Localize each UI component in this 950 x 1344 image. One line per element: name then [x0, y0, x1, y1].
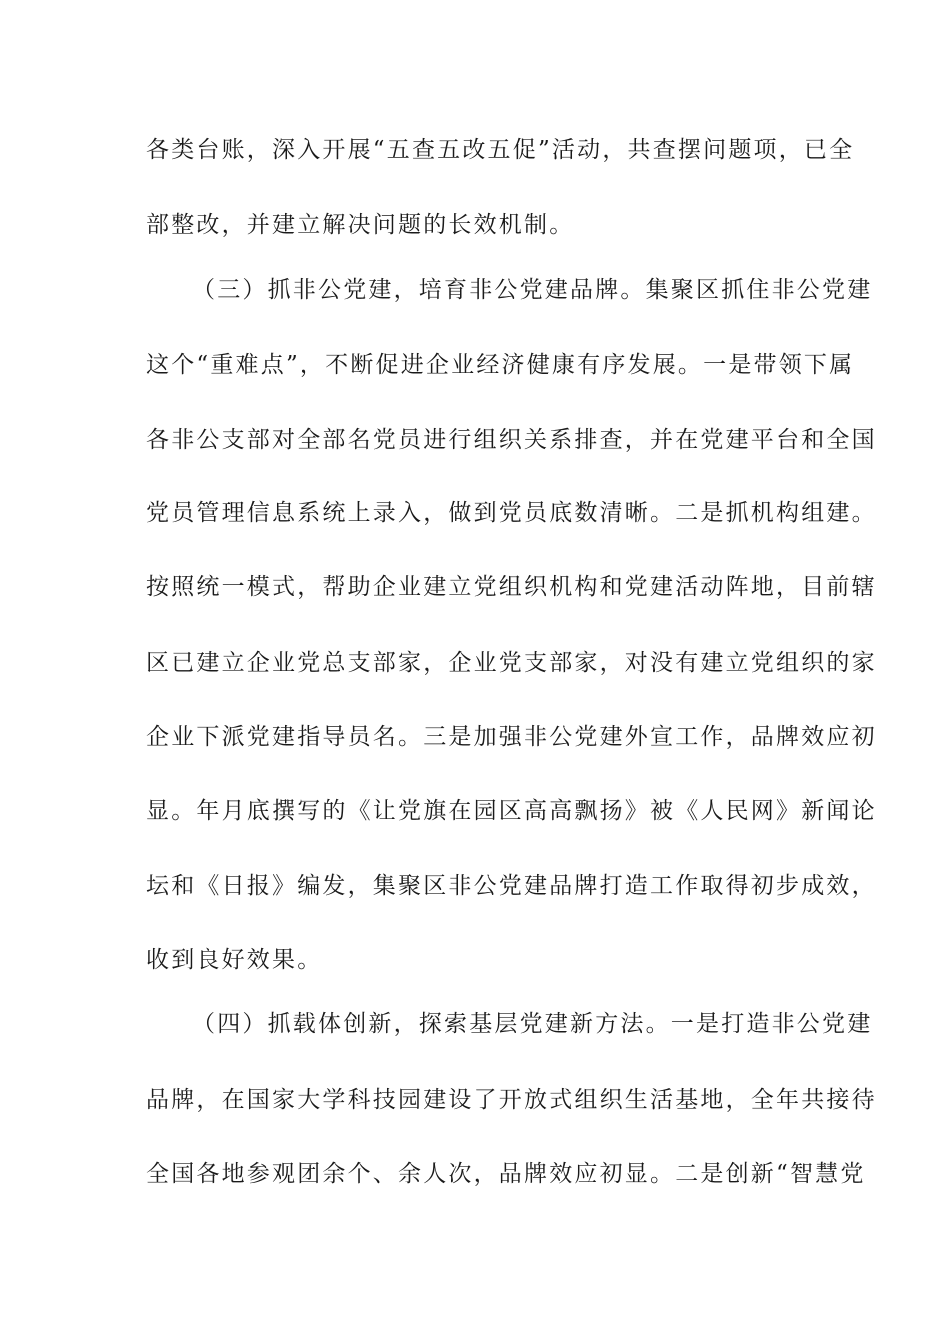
body-text-line: 这个“重难点”，不断促进企业经济健康有序发展。一是带领下属	[146, 352, 855, 378]
section-heading-line: （三）抓非公党建，培育非公党建品牌。集聚区抓住非公党建	[192, 277, 873, 303]
body-text-line: 各非公支部对全部名党员进行组织关系排查，并在党建平台和全国	[146, 427, 877, 453]
body-text-line: 按照统一模式，帮助企业建立党组织机构和党建活动阵地，目前辖	[146, 574, 877, 600]
body-text-line: 坛和《日报》编发，集聚区非公党建品牌打造工作取得初步成效，	[146, 873, 877, 899]
body-text-line: 企业下派党建指导员名。三是加强非公党建外宣工作，品牌效应初	[146, 724, 877, 750]
body-text-line: 党员管理信息系统上录入，做到党员底数清晰。二是抓机构组建。	[146, 500, 877, 526]
body-text-line: 各类台账，深入开展“五查五改五促”活动，共查摆问题项，已全	[146, 137, 855, 163]
body-text-line: 显。年月底撰写的《让党旗在园区高高飘扬》被《人民网》新闻论	[146, 798, 877, 824]
body-text-line: 全国各地参观团余个、余人次，品牌效应初显。二是创新“智慧党	[146, 1161, 866, 1187]
body-text-line: 区已建立企业党总支部家，企业党支部家，对没有建立党组织的家	[146, 650, 877, 676]
body-text-line: 收到良好效果。	[146, 947, 323, 973]
section-heading-line: （四）抓载体创新，探索基层党建新方法。一是打造非公党建	[192, 1011, 873, 1037]
body-text-line: 部整改，并建立解决问题的长效机制。	[146, 212, 575, 238]
body-text-line: 品牌，在国家大学科技园建设了开放式组织生活基地，全年共接待	[146, 1087, 877, 1113]
